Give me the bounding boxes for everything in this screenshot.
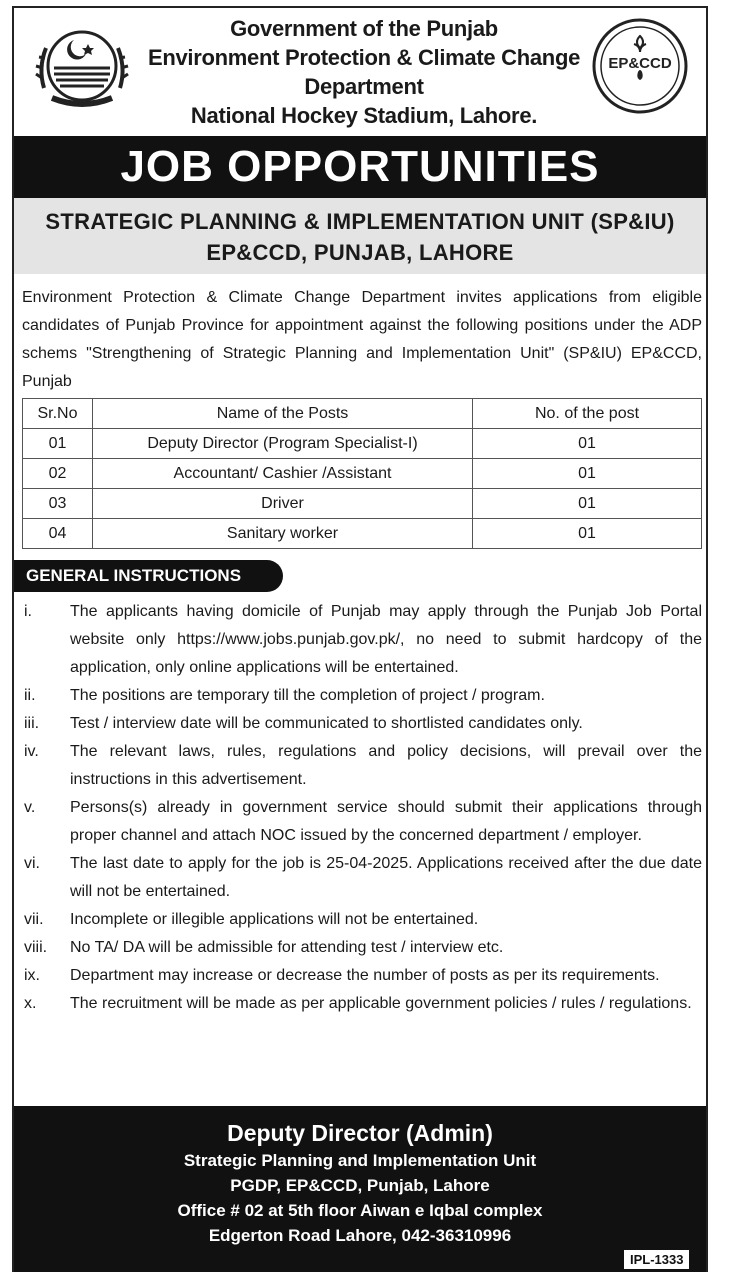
list-item [22, 934, 702, 962]
row-post-name: Deputy Director (Program Specialist-I) [93, 429, 473, 459]
item-number: vi. [24, 855, 40, 872]
item-number: ii. [24, 687, 36, 704]
list-item [22, 710, 702, 738]
list-item [22, 962, 702, 990]
department-line: Environment Protection & Climate Change [147, 45, 581, 70]
header-sr-no: Sr.No [23, 399, 93, 429]
item-text: Department may increase or decrease the number of posts as per its requirements. [70, 967, 660, 984]
unit-line-2: EP&CCD, PUNJAB, LAHORE [206, 240, 514, 265]
row-post-count: 01 [473, 429, 702, 459]
header-post-count: No. of the post [473, 399, 702, 429]
row-sr-no: 02 [23, 459, 93, 489]
item-number: viii. [24, 939, 48, 956]
address-line: National Hockey Stadium, Lahore. [190, 103, 538, 128]
list-item [22, 906, 702, 934]
header [14, 8, 706, 136]
row-sr-no: 04 [23, 519, 93, 549]
punjab-government-emblem-icon [34, 18, 130, 114]
item-text: The positions are temporary till the completion of project / program. [70, 687, 545, 704]
contact-footer [14, 1106, 706, 1272]
footer-office: Office # 02 at 5th floor Aiwan e Iqbal complex [177, 1201, 543, 1220]
general-instructions-heading: GENERAL INSTRUCTIONS [14, 560, 283, 592]
row-post-count: 01 [473, 489, 702, 519]
epccd-logo-icon [590, 16, 690, 116]
item-text: The last date to apply for the job is 25-04-2025. Applications received after the due date will not be entertained. [70, 855, 702, 900]
header-post-name: Name of the Posts [93, 399, 473, 429]
row-post-count: 01 [473, 519, 702, 549]
row-post-name: Sanitary worker [93, 519, 473, 549]
row-sr-no: 03 [23, 489, 93, 519]
instructions-list [22, 598, 702, 1018]
list-item [22, 598, 702, 682]
item-number: vii. [24, 911, 44, 928]
table-row [23, 489, 702, 519]
item-text: Test / interview date will be communicated to shortlisted candidates only. [70, 715, 583, 732]
department-heading [124, 14, 604, 130]
row-post-count: 01 [473, 459, 702, 489]
item-text: The recruitment will be made as per applicable government policies / rules / regulations. [70, 995, 692, 1012]
item-text: Persons(s) already in government service should submit their applications through proper channel and attach NOC issued by the concerned department / employer. [70, 799, 702, 844]
list-item [22, 682, 702, 710]
item-text: No TA/ DA will be admissible for attending test / interview etc. [70, 939, 504, 956]
item-number: v. [24, 799, 36, 816]
footer-address-phone: Edgerton Road Lahore, 042-36310996 [208, 1226, 512, 1245]
item-number: ix. [24, 967, 40, 984]
row-post-name: Driver [93, 489, 473, 519]
table-row [23, 429, 702, 459]
posts-table [22, 398, 702, 549]
table-row [23, 459, 702, 489]
table-header-row [23, 399, 702, 429]
item-text: The applicants having domicile of Punjab may apply through the Punjab Job Portal website only https://www.jobs.punjab.gov.pk/, no need to submit hardcopy of the application, only online applications will be entertained. [70, 603, 702, 676]
list-item [22, 990, 702, 1018]
unit-line-1: STRATEGIC PLANNING & IMPLEMENTATION UNIT (SP&IU) [45, 209, 675, 234]
item-number: iii. [24, 715, 40, 732]
job-opportunities-banner: JOB OPPORTUNITIES [14, 136, 706, 198]
item-number: x. [24, 995, 37, 1012]
item-number: iv. [24, 743, 39, 760]
job-advertisement [12, 6, 708, 1272]
footer-unit: Strategic Planning and Implementation Unit [183, 1151, 537, 1170]
department-line-2: Department [304, 74, 424, 99]
row-sr-no: 01 [23, 429, 93, 459]
footer-title: Deputy Director (Admin) [227, 1120, 493, 1146]
reference-code: IPL-1333 [624, 1250, 689, 1269]
logo-text: EP&CCD [608, 55, 672, 72]
table-row [23, 519, 702, 549]
item-number: i. [24, 603, 32, 620]
item-text: The relevant laws, rules, regulations and policy decisions, will prevail over the instructions in this advertisement. [70, 743, 702, 788]
government-line: Government of the Punjab [230, 16, 498, 41]
footer-org: PGDP, EP&CCD, Punjab, Lahore [230, 1176, 490, 1195]
list-item [22, 738, 702, 794]
item-text: Incomplete or illegible applications will not be entertained. [70, 911, 479, 928]
list-item [22, 794, 702, 850]
intro-paragraph: Environment Protection & Climate Change Department invites applications from eligible candidates of Punjab Province for appointment against the following positions under the ADP schems "Strengthening of Strategic Planning and Implementation Unit" (SP&IU) EP&CCD, Punjab [22, 289, 702, 390]
list-item [22, 850, 702, 906]
row-post-name: Accountant/ Cashier /Assistant [93, 459, 473, 489]
unit-heading [14, 198, 706, 274]
